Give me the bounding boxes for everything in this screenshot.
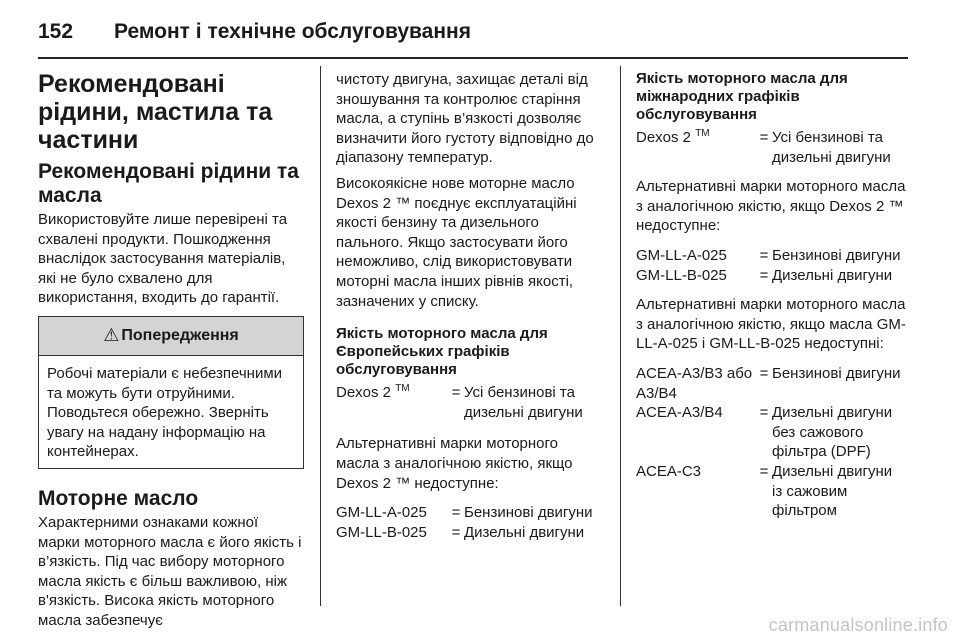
acea-list — [636, 364, 906, 521]
warning-triangle-icon: ⚠ — [103, 325, 120, 346]
column-divider-2 — [620, 66, 621, 606]
column-3 — [636, 70, 906, 529]
header-rule — [38, 57, 908, 59]
warning-box — [38, 316, 304, 469]
alt-brands-text-2: Альтернативні марки моторного масла з аналогічною якістю, якщо масла GM-LL-A-025 і GM-LL-B-025 недоступні: — [636, 296, 906, 353]
page-number: 152 — [38, 20, 74, 43]
def-equals: = — [451, 384, 461, 402]
column-1 — [38, 70, 304, 637]
list-item: GM-LL-A-025 = Бензинові двигуни — [336, 504, 593, 522]
intro-text: Використовуйте лише перевірені та схвалені продукти. Пошкодження внаслідок застосування матеріалів, які не було схвалено для використання, входить до гарантії. — [38, 211, 288, 307]
subtitle: Рекомендовані рідини та масла — [38, 160, 299, 207]
list-item: GM-LL-A-025 = Бензинові двигуни — [636, 246, 901, 264]
page-header — [38, 14, 900, 50]
warning-text: Робочі матеріали є небезпечними та можуть бути отруйними. Поводьтеся обережно. Зверніть увагу на надану інформацію на контейнерах. — [47, 364, 283, 461]
column-2 — [336, 70, 604, 550]
alt-brands-text: Альтернативні марки моторного масла з аналогічною якістю, якщо Dexos 2 ™ недоступне: — [336, 435, 573, 492]
list-item: ACEA-C3 = Дизельні двигуни із сажовим фільтром — [636, 462, 893, 520]
list-item: ACEA-A3/B3 або A3/B4 = Бензинові двигуни — [636, 364, 901, 402]
section-title: Ремонт і технічне обслуговування — [114, 20, 471, 43]
main-title: Рекомендовані рідини, мастила та частини — [38, 70, 273, 154]
warning-header — [39, 317, 303, 356]
list-item: GM-LL-B-025 = Дизельні двигуни — [336, 523, 585, 541]
list-item: ACEA-A3/B4 = Дизельні двигуни без сажового фільтра (DPF) — [636, 404, 893, 461]
def-term: Dexos 2 ™ — [336, 383, 410, 402]
alt-brands-text: Альтернативні марки моторного масла з аналогічною якістю, якщо Dexos 2 ™ недоступне: — [636, 178, 906, 235]
eu-quality-title: Якість моторного масла для Європейських графіків обслуговування — [336, 325, 548, 379]
alt-brands-list — [336, 503, 604, 542]
def-description: Усі бензинові та дизельні двигуни — [464, 384, 583, 421]
watermark: carmanualsonline.info — [768, 615, 948, 635]
engine-oil-text: Характерними ознаками кожної марки моторного масла є його якість і в’язкість. Під час вибору моторного масла якість є більш важливою, ніж в'язкість. Висока якість моторного масла забезпечує — [38, 513, 302, 629]
warning-title: Попередження — [121, 326, 239, 344]
def-description: Усі бензинові та дизельні двигуни — [772, 129, 891, 166]
engine-oil-title: Моторне масло — [38, 486, 199, 510]
column-divider-1 — [320, 66, 321, 606]
dexos-definition — [336, 383, 604, 422]
intl-quality-title: Якість моторного масла для міжнародних графіків обслуговування — [636, 70, 848, 123]
list-item: GM-LL-B-025 = Дизельні двигуни — [636, 266, 893, 284]
paragraph-1: чистоту двигуна, захищає деталі від зношування та контролює старіння масла, а ступінь в’язкості дозволяє визначити його густоту відповідно до діапазону температур. — [336, 71, 594, 167]
alt-brands-list — [636, 246, 906, 285]
def-equals: = — [759, 129, 769, 146]
paragraph-2: Високоякісне нове моторне масло Dexos 2 ™ поєднує експлуатаційні якості бензину та дизельного пального. Якщо застосувати його неможливо, слід використовувати моторні масла інших рівнів якості, зазначених у списку. — [336, 174, 577, 310]
def-term: Dexos 2 ™ — [636, 128, 710, 146]
dexos-definition — [636, 128, 906, 167]
